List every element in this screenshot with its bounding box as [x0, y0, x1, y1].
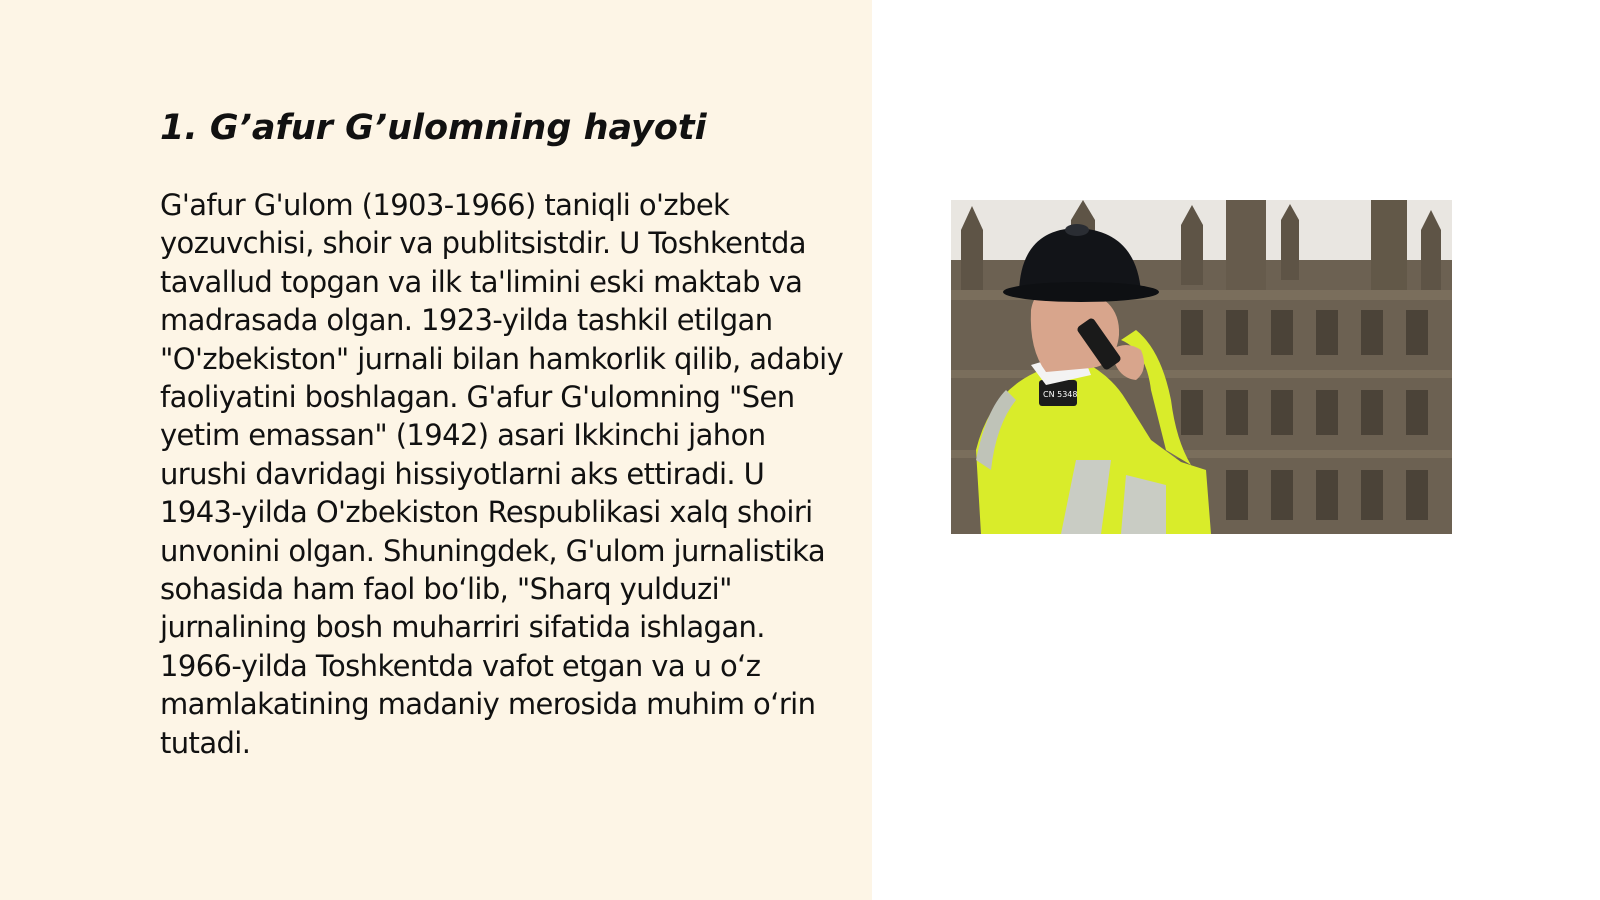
- police-officer-photo: [951, 200, 1452, 534]
- slide-title: 1. G’afur G’ulomning hayoti: [160, 108, 707, 148]
- photo-illustration: [951, 200, 1452, 534]
- body-paragraph: G'afur G'ulom (1903-1966) taniqli o'zbek yozuvchisi, shoir va publitsistdir. U Toshkentda tavallud topgan va ilk ta'limini eski maktab va madrasada olgan. 1923-yilda tashkil etilgan "O'zbekiston" jurnali bilan hamkorlik qilib, adabiy faoliyatini boshlagan. G'afur G'ulomning "Sen yetim emassan" (1942) asari Ikkinchi jahon urushi davridagi hissiyotlarni aks ettiradi. U 1943-yilda O'zbekiston Respublikasi xalq shoiri unvonini olgan. Shuningdek, G'ulom jurnalistika sohasida ham faol bo‘lib, "Sharq yulduzi" jurnalining bosh muharriri sifatida ishlagan. 1966-yilda Toshkentda vafot etgan va u o‘z mamlakatining madaniy merosida muhim o‘rin tutadi.: [160, 188, 844, 760]
- badge-text: CN 5348: [1043, 390, 1078, 399]
